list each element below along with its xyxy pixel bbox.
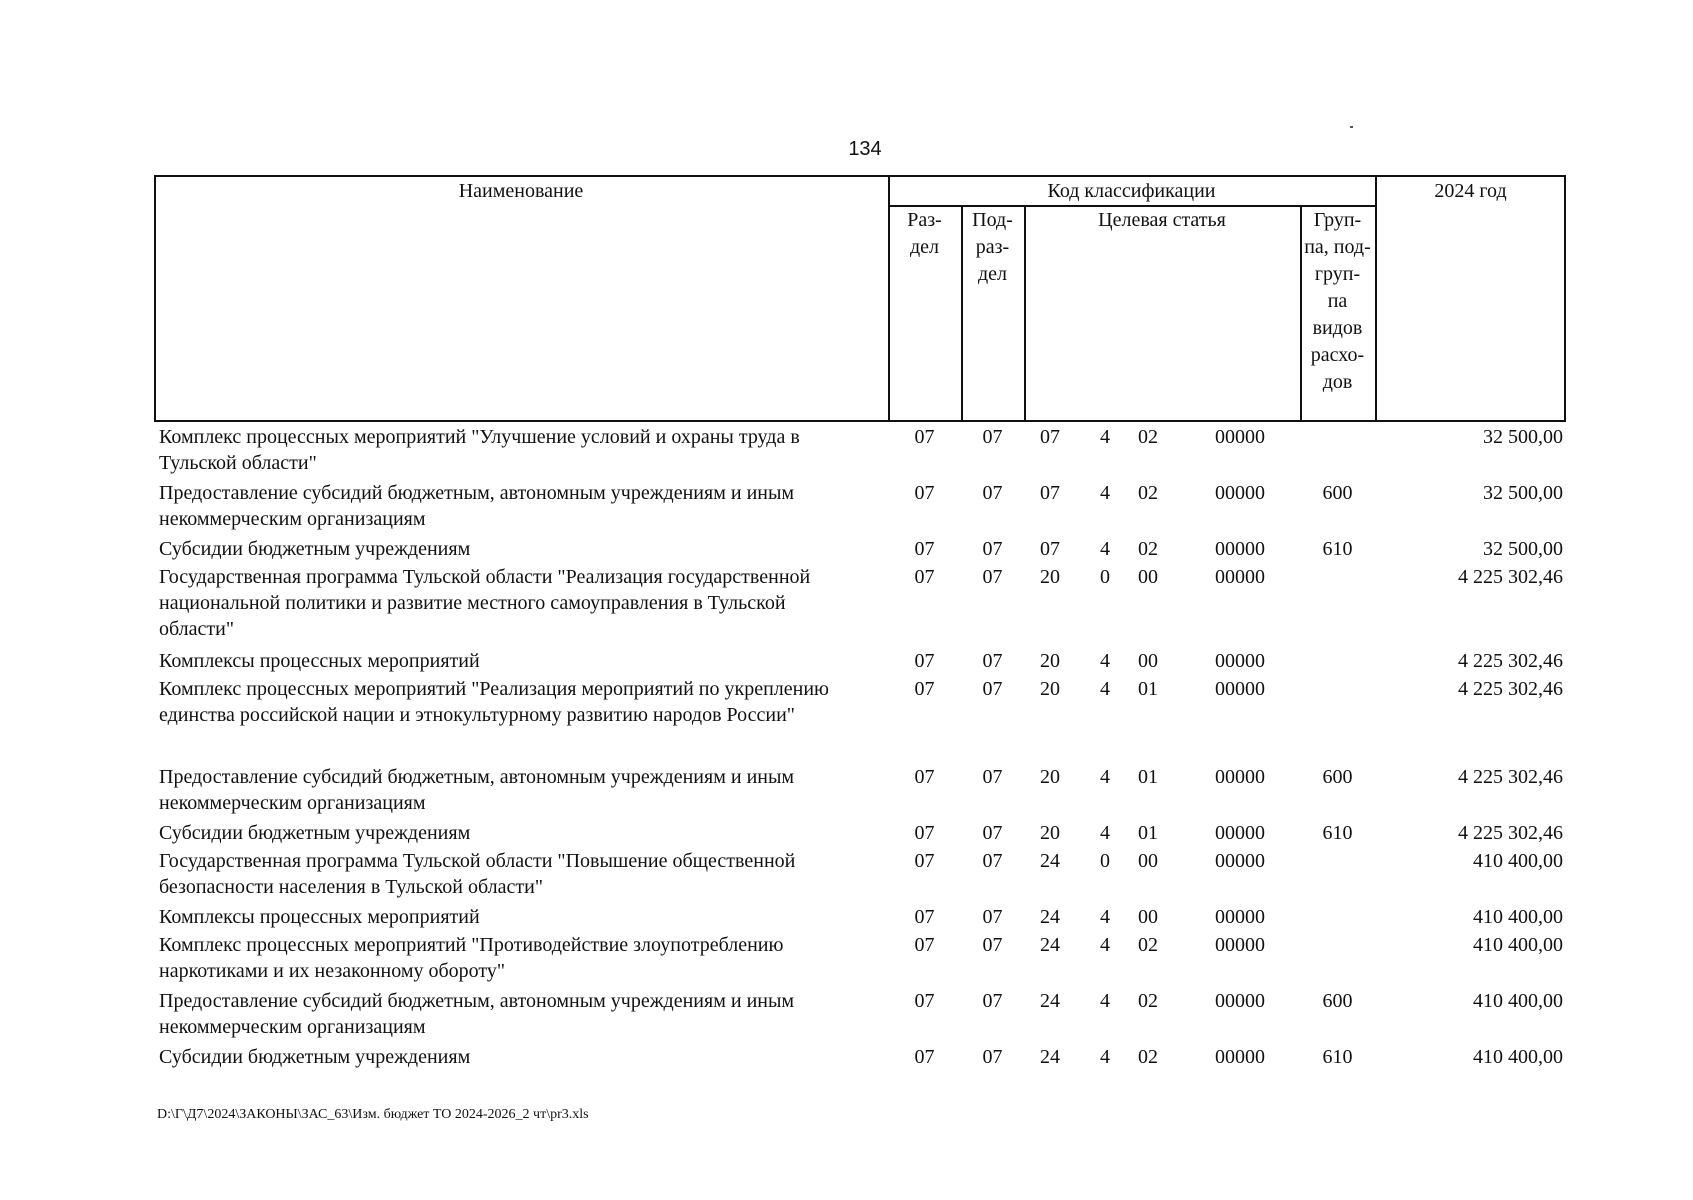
row-t2: 4 — [1100, 482, 1110, 504]
row-t4: 00000 — [1215, 990, 1265, 1012]
row-podrazdel: 07 — [982, 822, 1003, 844]
file-path-footer: D:\Г\Д7\2024\ЗАКОНЫ\ЗАС_63\Изм. бюджет ТО 2024-2026_2 чт\pr3.xls — [157, 1107, 589, 1122]
row-podrazdel: 07 — [982, 426, 1003, 448]
row-t1: 07 — [1040, 482, 1060, 504]
row-name: Комплекс процессных мероприятий "Противодействие злоупотреблению наркотиками и их незаконному обороту" — [159, 934, 784, 982]
row-name: Комплекс процессных мероприятий "Улучшение условий и охраны труда в Тульской области" — [159, 426, 800, 474]
row-amount: 410 400,00 — [1473, 934, 1563, 956]
row-t1: 20 — [1040, 822, 1060, 844]
header-divider-year — [1375, 175, 1377, 422]
row-podrazdel: 07 — [982, 538, 1003, 560]
row-razdel: 07 — [914, 566, 935, 588]
row-amount: 4 225 302,46 — [1458, 566, 1563, 588]
row-amount: 32 500,00 — [1483, 538, 1563, 560]
row-t3: 00 — [1138, 850, 1158, 872]
row-t1: 07 — [1040, 538, 1060, 560]
row-razdel: 07 — [914, 934, 935, 956]
row-amount: 410 400,00 — [1473, 906, 1563, 928]
row-t2: 4 — [1100, 934, 1110, 956]
row-amount: 410 400,00 — [1473, 850, 1563, 872]
row-t3: 01 — [1138, 822, 1158, 844]
row-t2: 4 — [1100, 1046, 1110, 1068]
row-t1: 24 — [1040, 850, 1060, 872]
row-name: Предоставление субсидий бюджетным, автономным учреждениям и иным некоммерческим организациям — [159, 766, 795, 814]
row-t2: 4 — [1100, 678, 1110, 700]
row-razdel: 07 — [914, 426, 935, 448]
row-podrazdel: 07 — [982, 990, 1003, 1012]
row-t2: 0 — [1100, 566, 1110, 588]
row-t1: 24 — [1040, 990, 1060, 1012]
row-t4: 00000 — [1215, 678, 1265, 700]
row-razdel: 07 — [914, 822, 935, 844]
header-classification: Код классификации — [1047, 180, 1216, 202]
row-name: Государственная программа Тульской области "Реализация государственной национальной политики и развитие местного самоуправления в Тульской области" — [159, 566, 811, 640]
row-t3: 02 — [1138, 934, 1158, 956]
row-t1: 20 — [1040, 566, 1060, 588]
row-t3: 01 — [1138, 678, 1158, 700]
row-name: Комплексы процессных мероприятий — [159, 906, 480, 928]
row-razdel: 07 — [914, 1046, 935, 1068]
row-t2: 4 — [1100, 822, 1110, 844]
header-name: Наименование — [458, 180, 584, 202]
row-amount: 4 225 302,46 — [1458, 678, 1563, 700]
row-amount: 4 225 302,46 — [1458, 650, 1563, 672]
row-t3: 02 — [1138, 990, 1158, 1012]
row-t3: 02 — [1138, 426, 1158, 448]
row-podrazdel: 07 — [982, 650, 1003, 672]
row-razdel: 07 — [914, 766, 935, 788]
row-podrazdel: 07 — [982, 1046, 1003, 1068]
row-t2: 4 — [1100, 766, 1110, 788]
row-name: Комплекс процессных мероприятий "Реализация мероприятий по укреплению единства российской нации и этнокультурному развитию народов России" — [159, 678, 829, 726]
row-name: Субсидии бюджетным учреждениям — [159, 822, 471, 844]
row-amount: 410 400,00 — [1473, 990, 1563, 1012]
row-podrazdel: 07 — [982, 906, 1003, 928]
row-t2: 0 — [1100, 850, 1110, 872]
row-podrazdel: 07 — [982, 678, 1003, 700]
row-t4: 00000 — [1215, 906, 1265, 928]
row-t4: 00000 — [1215, 822, 1265, 844]
row-podrazdel: 07 — [982, 766, 1003, 788]
row-name: Предоставление субсидий бюджетным, автономным учреждениям и иным некоммерческим организациям — [159, 990, 795, 1038]
row-t3: 02 — [1138, 482, 1158, 504]
row-razdel: 07 — [914, 482, 935, 504]
row-t4: 00000 — [1215, 566, 1265, 588]
row-t1: 07 — [1040, 426, 1060, 448]
row-razdel: 07 — [914, 850, 935, 872]
row-t1: 20 — [1040, 678, 1060, 700]
page-number: 134 — [848, 138, 882, 160]
row-razdel: 07 — [914, 650, 935, 672]
row-t1: 24 — [1040, 934, 1060, 956]
row-t4: 00000 — [1215, 650, 1265, 672]
row-podrazdel: 07 — [982, 482, 1003, 504]
row-t4: 00000 — [1215, 426, 1265, 448]
row-t4: 00000 — [1215, 538, 1265, 560]
row-t2: 4 — [1100, 426, 1110, 448]
row-t1: 24 — [1040, 1046, 1060, 1068]
row-t3: 02 — [1138, 1046, 1158, 1068]
row-razdel: 07 — [914, 678, 935, 700]
row-name: Субсидии бюджетным учреждениям — [159, 538, 471, 560]
row-razdel: 07 — [914, 906, 935, 928]
row-name: Субсидии бюджетным учреждениям — [159, 1046, 471, 1068]
row-t4: 00000 — [1215, 934, 1265, 956]
row-t4: 00000 — [1215, 1046, 1265, 1068]
row-t3: 00 — [1138, 566, 1158, 588]
row-amount: 4 225 302,46 — [1458, 822, 1563, 844]
row-name: Государственная программа Тульской области "Повышение общественной безопасности населения в Тульской области" — [159, 850, 796, 898]
row-t3: 00 — [1138, 906, 1158, 928]
scan-speck — [1350, 126, 1353, 128]
row-t3: 02 — [1138, 538, 1158, 560]
row-podrazdel: 07 — [982, 566, 1003, 588]
row-t2: 4 — [1100, 906, 1110, 928]
row-podrazdel: 07 — [982, 850, 1003, 872]
row-t1: 24 — [1040, 906, 1060, 928]
row-t3: 01 — [1138, 766, 1158, 788]
row-t2: 4 — [1100, 990, 1110, 1012]
row-t3: 00 — [1138, 650, 1158, 672]
row-group: 610 — [1322, 822, 1353, 844]
row-t4: 00000 — [1215, 850, 1265, 872]
header-divider-podrazdel — [1024, 205, 1026, 422]
row-name: Предоставление субсидий бюджетным, автономным учреждениям и иным некоммерческим организациям — [159, 482, 795, 530]
row-razdel: 07 — [914, 990, 935, 1012]
row-razdel: 07 — [914, 538, 935, 560]
row-group: 610 — [1322, 1046, 1353, 1068]
row-group: 610 — [1322, 538, 1353, 560]
row-t1: 20 — [1040, 766, 1060, 788]
row-name: Комплексы процессных мероприятий — [159, 650, 480, 672]
row-group: 600 — [1322, 766, 1353, 788]
row-group: 600 — [1322, 990, 1353, 1012]
row-amount: 4 225 302,46 — [1458, 766, 1563, 788]
row-t1: 20 — [1040, 650, 1060, 672]
row-t4: 00000 — [1215, 766, 1265, 788]
row-amount: 32 500,00 — [1483, 482, 1563, 504]
row-group: 600 — [1322, 482, 1353, 504]
row-podrazdel: 07 — [982, 934, 1003, 956]
row-t4: 00000 — [1215, 482, 1265, 504]
row-t2: 4 — [1100, 650, 1110, 672]
row-t2: 4 — [1100, 538, 1110, 560]
row-amount: 410 400,00 — [1473, 1046, 1563, 1068]
header-year: 2024 год — [1434, 180, 1507, 202]
header-target: Целевая статья — [1098, 209, 1226, 231]
row-amount: 32 500,00 — [1483, 426, 1563, 448]
